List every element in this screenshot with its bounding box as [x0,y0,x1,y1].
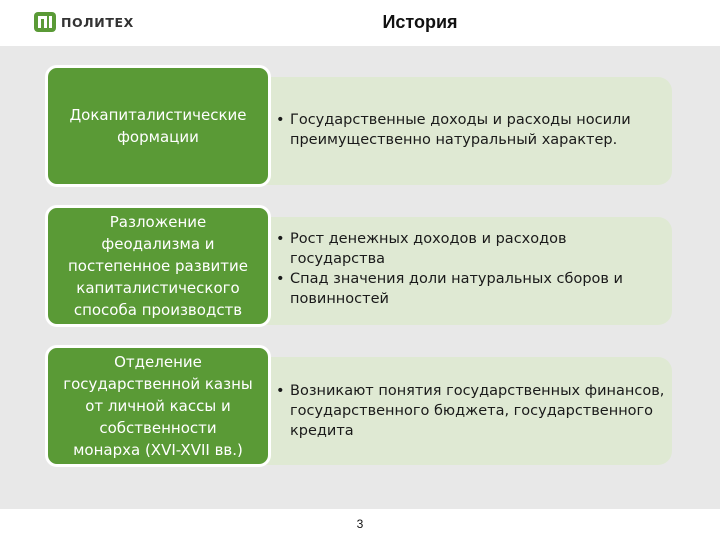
period-label: Отделение государственной казны от личной кассы и собственности монарха (XVI-XVII вв.) [63,353,253,459]
bullet-list [276,110,666,150]
bullet-item [276,229,666,269]
bullet-icon: • [276,231,285,247]
period-box [45,345,271,467]
bullet-icon: • [276,383,285,399]
bullet-item [276,110,666,150]
politech-logo-icon [34,11,56,33]
bullet-icon: • [276,271,285,287]
page-number: 3 [356,517,364,531]
page-title: История [382,12,458,32]
header [0,0,720,46]
bullet-list [276,229,666,309]
period-box [45,65,271,187]
logo [34,10,134,34]
bullet-item [276,269,666,309]
bullet-text: Государственные доходы и расходы носили преимущественно натуральный характер. [290,112,631,148]
bullet-icon: • [276,112,285,128]
content-area [0,46,720,509]
footer [0,509,720,540]
period-label: Докапиталистические формации [69,106,247,146]
bullet-text: Возникают понятия государственных финансов, государственного бюджета, государственного кредита [290,383,665,439]
bullet-list [276,381,666,441]
bullet-text: Спад значения доли натуральных сборов и повинностей [290,271,623,307]
period-box [45,205,271,327]
logo-text: ПОЛИТЕХ [61,14,134,30]
period-label: Разложение феодализма и постепенное развитие капиталистического способа производств [67,213,248,319]
bullet-text: Рост денежных доходов и расходов государства [290,231,567,267]
bullet-item [276,381,666,441]
